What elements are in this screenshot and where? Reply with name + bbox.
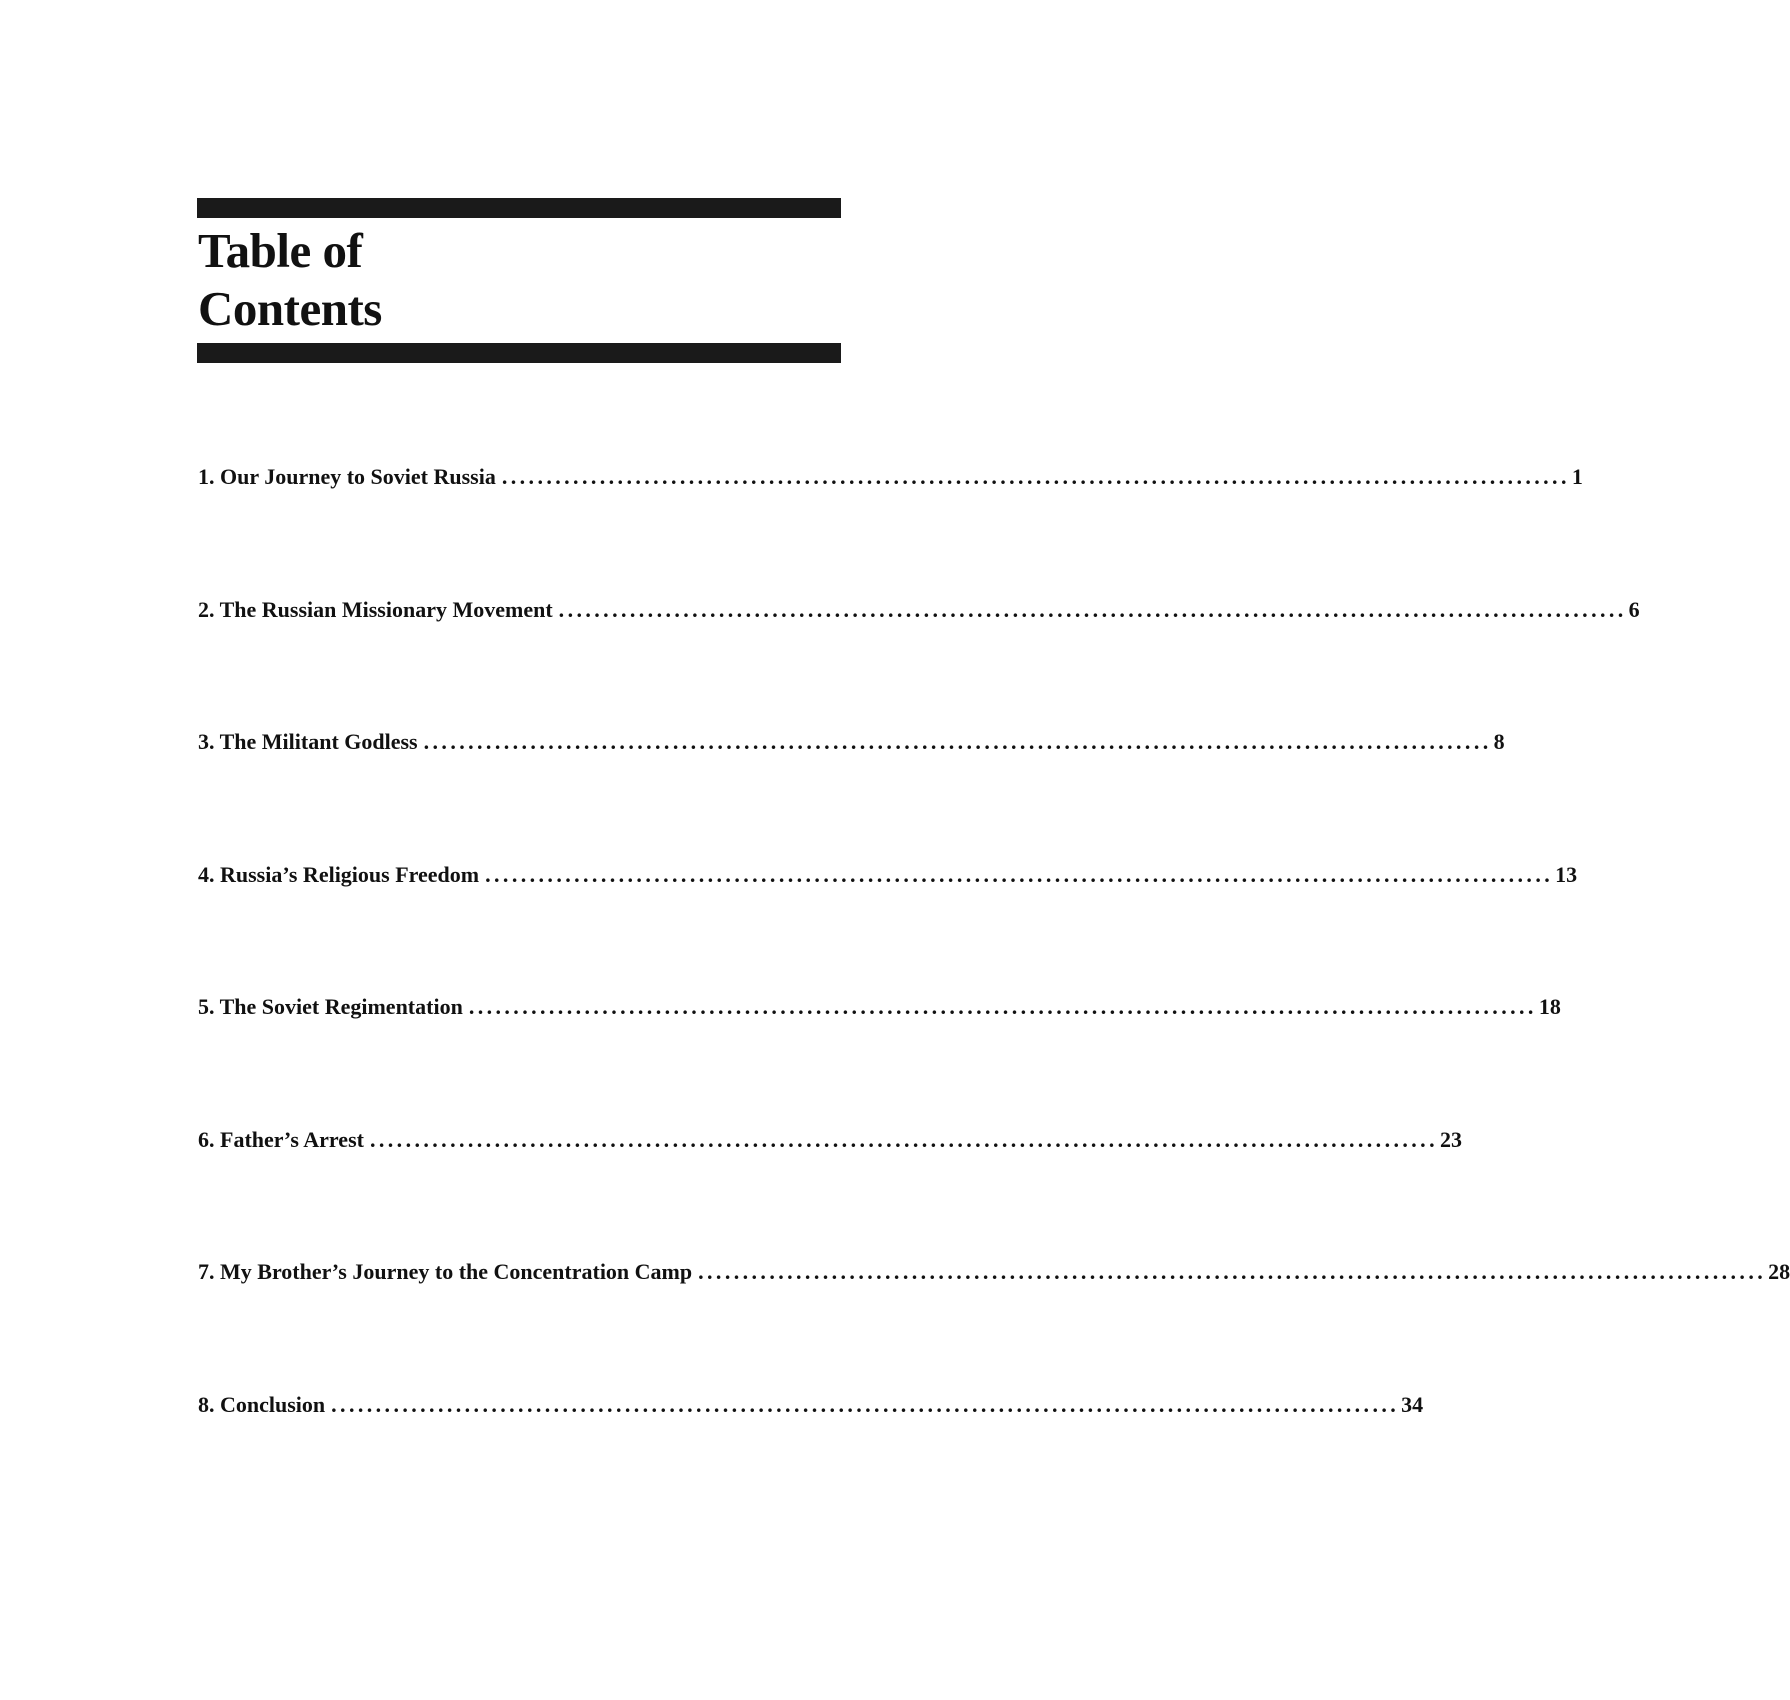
dot-leader: ........................................................................................................................ (369, 1126, 1438, 1152)
page-title-line-2: Contents (198, 281, 382, 336)
toc-entry-title: 5. The Soviet Regimentation (198, 994, 463, 1019)
dot-leader: ........................................................................................................................ (501, 464, 1570, 489)
toc-entry-page: 6 (1628, 596, 1640, 622)
toc-entry-title: 2. The Russian Missionary Movement (198, 596, 553, 622)
toc-entry-title: 4. Russia’s Religious Freedom (198, 861, 480, 887)
toc-entry-title: 7. My Brother’s Journey to the Concentration Camp (198, 1259, 693, 1284)
bottom-rule (197, 343, 841, 363)
toc-entry-page: 8 (1493, 729, 1505, 754)
toc-entry (198, 853, 1578, 986)
toc-entry (198, 720, 1505, 853)
toc-entry (198, 1250, 1790, 1383)
dot-leader: ........................................................................................................................ (468, 994, 1537, 1019)
toc-entry-title: 6. Father’s Arrest (198, 1126, 364, 1152)
toc-entry-page: 18 (1538, 994, 1561, 1019)
dot-leader: ........................................................................................................................ (331, 1391, 1400, 1417)
toc-entry (198, 1383, 1424, 1516)
dot-leader: ........................................................................................................................ (558, 596, 1627, 622)
toc-entry-title: 3. The Militant Godless (198, 729, 418, 754)
toc-entry (198, 588, 1640, 721)
page-title-line-1: Table of (198, 223, 363, 278)
toc-entry (198, 985, 1561, 1118)
page-title (198, 222, 382, 338)
dot-leader: ........................................................................................................................ (698, 1259, 1767, 1284)
toc-entry (198, 1118, 1462, 1251)
dot-leader: ........................................................................................................................ (485, 861, 1554, 887)
toc-entry-page: 13 (1555, 861, 1578, 887)
top-rule (197, 198, 841, 218)
toc-entry-page: 34 (1401, 1391, 1424, 1417)
toc-entry-title: 1. Our Journey to Soviet Russia (198, 464, 496, 489)
toc-entry-page: 23 (1439, 1126, 1462, 1152)
toc-entry-page: 28 (1768, 1259, 1790, 1284)
table-of-contents (198, 455, 1790, 1515)
dot-leader: ........................................................................................................................ (423, 729, 1492, 754)
toc-entry (198, 455, 1583, 588)
toc-entry-page: 1 (1571, 464, 1583, 489)
toc-entry-title: 8. Conclusion (198, 1391, 326, 1417)
